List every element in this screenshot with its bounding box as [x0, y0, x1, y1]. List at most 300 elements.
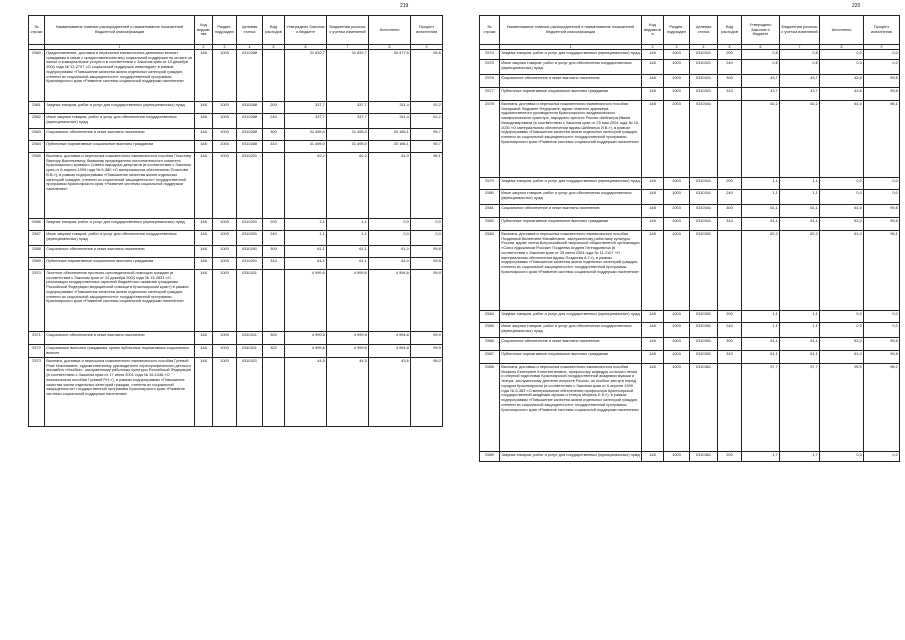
executed-amount: 0,0	[820, 178, 864, 190]
col-index: 4	[237, 45, 263, 50]
target-article: 0310351	[690, 323, 718, 338]
target-article: 0310288	[237, 50, 263, 102]
col-header: Утверждено Законом о бюджете	[742, 16, 780, 45]
expense-type	[263, 153, 285, 219]
expense-type: 240	[718, 190, 742, 205]
executed-amount: 0,0	[820, 50, 864, 60]
expense-type: 320	[263, 345, 285, 358]
row-number: 2589	[480, 452, 500, 462]
table-row	[480, 75, 900, 88]
row-number: 2585	[480, 323, 500, 338]
col-header: Бюджетная роспись с учетом изменений	[327, 16, 369, 45]
approved-amount: 97,7	[742, 364, 780, 452]
executed-amount: 311,4	[369, 114, 411, 129]
revised-amount: 61,1	[327, 258, 369, 270]
target-article: 0310321	[690, 88, 718, 101]
col-index: 8	[369, 45, 411, 50]
row-number: 2562	[29, 114, 45, 129]
execution-percent: 99,8	[864, 351, 900, 364]
row-description: Социальное обеспечение и иные выплаты населению	[45, 129, 195, 141]
expense-type: 300	[263, 332, 285, 345]
table-row	[29, 270, 443, 332]
target-article: 0310311	[237, 345, 263, 358]
row-description: Публичные нормативные социальные выплаты гражданам	[45, 141, 195, 153]
approved-amount: 61,1	[285, 246, 327, 258]
execution-percent: 0,0	[864, 190, 900, 205]
row-description: Закупка товаров, работ и услуг для государственных (муниципальных) нужд	[500, 452, 642, 462]
revised-amount: 0,8	[780, 60, 820, 75]
executed-amount: 0,0	[820, 60, 864, 75]
executed-amount: 0,0	[820, 323, 864, 338]
row-description: Выплата, доставка и пересылка пожизненного ежемесячного пособия Захаровой Людмиле Федоровне, вдове главного дирижера, художественного руководителя Красноярского академического симфонического оркестра, народного артиста России Шейнкера Ивана Вольдемаровича (в соответствии с Законом края от 25 мая 2004 года № 10-2030 «О материальном обеспечении вдовы Шейнкера И.В.»), в рамках подпрограммы «Повышение качества жизни отдельных категорий граждан, степени их социальной защищенности» государственной программы Красноярского края «Развитие системы социальной поддержки населения»	[500, 101, 642, 178]
row-number: 2565	[29, 153, 45, 219]
executed-amount: 61,0	[369, 246, 411, 258]
ministry-code: 148	[642, 75, 664, 88]
expense-type: 310	[718, 88, 742, 101]
row-description: Выплата, доставка и пересылка пожизненного ежемесячного пособия Пластову Виктору Васильевичу, бывшему председателю исполнительного комитета Красноярского краевого Совета народных депутатов (в соответствии с Законом края от 6 апреля 1999 года № 6-380 «О материальном обеспечении Пластова В.В.»), в рамках подпрограммы «Повышение качества жизни отдельных категорий граждан, степени их социальной защищенности» государственной программы Красноярского края «Развитие системы социальной поддержки населения»	[45, 153, 195, 219]
section-code: 1003	[664, 190, 690, 205]
ministry-code: 148	[195, 270, 213, 332]
row-number: 2584	[480, 311, 500, 323]
section-code: 1003	[664, 323, 690, 338]
target-article: 0310291	[237, 231, 263, 246]
execution-percent: 99,8	[411, 246, 443, 258]
revised-amount: 61,1	[780, 205, 820, 218]
revised-amount: 4 999,6	[327, 345, 369, 358]
ministry-code: 148	[642, 364, 664, 452]
page-number: 219	[400, 3, 409, 9]
target-article: 0310341	[690, 205, 718, 218]
row-number: 2560	[29, 50, 45, 102]
col-header: Вид расходов	[718, 16, 742, 45]
target-article: 0310341	[690, 190, 718, 205]
expense-type	[718, 231, 742, 311]
budget-table	[28, 15, 443, 427]
target-article: 0310288	[237, 114, 263, 129]
ministry-code: 148	[642, 50, 664, 60]
target-article: 0310288	[237, 102, 263, 114]
executed-amount: 61,0	[369, 258, 411, 270]
execution-percent: 92,2	[411, 102, 443, 114]
revised-amount: 1,1	[780, 178, 820, 190]
row-description: Иные закупки товаров, работ и услуг для обеспечения государственных (муниципальных) нужд	[500, 323, 642, 338]
row-description: Публичные нормативные социальные выплаты гражданам	[500, 218, 642, 231]
revised-amount: 1,7	[780, 452, 820, 462]
approved-amount: 4 999,6	[285, 345, 327, 358]
ministry-code: 148	[642, 231, 664, 311]
expense-type: 310	[718, 218, 742, 231]
approved-amount: 337,7	[285, 102, 327, 114]
expense-type: 300	[263, 129, 285, 141]
section-code: 1003	[664, 218, 690, 231]
row-description: Закупка товаров, работ и услуг для государственных (муниципальных) нужд	[45, 219, 195, 231]
table-row	[29, 141, 443, 153]
revised-amount: 43,7	[780, 75, 820, 88]
ministry-code: 148	[642, 338, 664, 351]
section-code: 1003	[664, 231, 690, 311]
row-number: 2566	[29, 219, 45, 231]
table-row	[29, 102, 443, 114]
expense-type: 200	[718, 178, 742, 190]
section-code: 1003	[664, 60, 690, 75]
expense-type: 200	[718, 452, 742, 462]
expense-type: 310	[263, 141, 285, 153]
row-description: Социальное обеспечение и иные выплаты населению	[500, 205, 642, 218]
approved-amount: 31 832,7	[285, 50, 327, 102]
section-code: 1003	[213, 358, 237, 427]
revised-amount: 337,7	[327, 102, 369, 114]
ministry-code: 148	[642, 351, 664, 364]
row-number: 2561	[29, 102, 45, 114]
row-number: 2581	[480, 205, 500, 218]
executed-amount: 30 166,1	[369, 129, 411, 141]
target-article: 0310311	[237, 270, 263, 332]
execution-percent: 95,7	[411, 141, 443, 153]
row-number: 2582	[480, 218, 500, 231]
execution-percent: 92,2	[411, 114, 443, 129]
ministry-code: 148	[642, 190, 664, 205]
approved-amount: 1,1	[742, 323, 780, 338]
section-code: 1003	[213, 114, 237, 129]
row-description: Социальные выплаты гражданам, кроме публичных нормативных социальных выплат	[45, 345, 195, 358]
ministry-code: 148	[195, 258, 213, 270]
col-header: Наименование главных распорядителей и наименование показателей бюджетной классификации	[500, 16, 642, 45]
page-number: 220	[852, 3, 861, 9]
expense-type: 240	[263, 231, 285, 246]
row-description: Социальное обеспечение и иные выплаты населению	[500, 75, 642, 88]
table-row	[29, 345, 443, 358]
target-article: 0310321	[690, 60, 718, 75]
table-row	[29, 153, 443, 219]
table-row	[29, 129, 443, 141]
target-article: 0310351	[690, 338, 718, 351]
target-article: 0310321	[690, 75, 718, 88]
row-description: Выплата, доставка и пересылка пожизненного ежемесячного пособия Мофель Екатерине Константиновне, профессору кафедры сольного пения и оперной подготовки Красноярской государственной академии музыки и театра, заслуженному деятелю искусств России, за особые заслуги перед городом Красноярском (в соответствии с Законом края от 6 апреля 1999 года № 6-383 «О материальном обеспечении профессора Красноярской государственной академии музыки и театра Мофель Е.К.»), в рамках подпрограммы «Повышение качества жизни отдельных категорий граждан, степени их социальной защищенности» государственной программы Красноярского края «Развитие системы социальной поддержки населения»	[500, 364, 642, 452]
approved-amount: 0,8	[742, 50, 780, 60]
executed-amount: 61,0	[820, 231, 864, 311]
table-row	[29, 246, 443, 258]
target-article: 0310351	[690, 231, 718, 311]
revised-amount: 62,2	[780, 231, 820, 311]
col-index: 5	[718, 45, 742, 50]
approved-amount: 62,2	[742, 101, 780, 178]
approved-amount: 31 495,0	[285, 141, 327, 153]
col-header: Процент исполнения	[411, 16, 443, 45]
section-code: 1003	[213, 270, 237, 332]
col-header: Целевая статья	[237, 16, 263, 45]
expense-type: 200	[718, 50, 742, 60]
section-code: 1003	[213, 345, 237, 358]
approved-amount: 1,1	[742, 190, 780, 205]
table-row	[480, 88, 900, 101]
executed-amount: 4 994,8	[369, 270, 411, 332]
execution-percent: 99,8	[864, 75, 900, 88]
table-row	[29, 50, 443, 102]
revised-amount: 4 999,6	[327, 270, 369, 332]
target-article: 0310321	[237, 358, 263, 427]
target-article: 0310341	[690, 218, 718, 231]
approved-amount: 337,7	[285, 114, 327, 129]
execution-percent: 98,1	[411, 153, 443, 219]
target-article: 0310288	[237, 129, 263, 141]
approved-amount: 62,2	[285, 153, 327, 219]
expense-type	[263, 358, 285, 427]
execution-percent: 99,8	[864, 218, 900, 231]
row-description: Закупка товаров, работ и услуг для государственных (муниципальных) нужд	[500, 178, 642, 190]
col-header: Целевая статья	[690, 16, 718, 45]
row-number: 2578	[480, 101, 500, 178]
revised-amount: 31 495,0	[327, 141, 369, 153]
execution-percent: 95,7	[411, 129, 443, 141]
section-code: 1003	[664, 88, 690, 101]
executed-amount: 0,0	[369, 219, 411, 231]
row-description: Публичные нормативные социальные выплаты гражданам	[500, 351, 642, 364]
target-article: 0310351	[690, 351, 718, 364]
revised-amount: 43,7	[780, 88, 820, 101]
executed-amount: 61,0	[820, 351, 864, 364]
row-number: 2586	[480, 338, 500, 351]
section-code: 1003	[664, 205, 690, 218]
section-code: 1003	[664, 311, 690, 323]
col-index: 7	[327, 45, 369, 50]
approved-amount: 31 495,0	[285, 129, 327, 141]
target-article: 0310291	[237, 258, 263, 270]
ministry-code: 148	[642, 323, 664, 338]
table-row	[29, 258, 443, 270]
row-description: Закупка товаров, работ и услуг для государственных (муниципальных) нужд	[45, 102, 195, 114]
col-index: 1	[500, 45, 642, 50]
expense-type: 200	[718, 311, 742, 323]
execution-percent: 98,1	[864, 101, 900, 178]
revised-amount: 1,1	[780, 311, 820, 323]
table-row	[480, 311, 900, 323]
approved-amount: 61,1	[742, 205, 780, 218]
ministry-code: 148	[195, 358, 213, 427]
expense-type: 300	[263, 246, 285, 258]
target-article: 0310341	[690, 101, 718, 178]
execution-percent: 99,9	[411, 270, 443, 332]
row-number: 2564	[29, 141, 45, 153]
revised-amount: 44,5	[327, 358, 369, 427]
approved-amount: 61,1	[742, 351, 780, 364]
expense-type: 240	[718, 323, 742, 338]
executed-amount: 30 477,5	[369, 50, 411, 102]
target-article: 0310291	[237, 246, 263, 258]
ministry-code: 148	[642, 205, 664, 218]
left-page	[0, 0, 446, 640]
ministry-code: 148	[195, 153, 213, 219]
executed-amount: 61,0	[820, 218, 864, 231]
table-row	[480, 218, 900, 231]
table-row	[29, 358, 443, 427]
table-row	[29, 231, 443, 246]
target-article: 0310311	[237, 332, 263, 345]
target-article: 0310361	[690, 364, 718, 452]
table-row	[480, 190, 900, 205]
executed-amount: 4 994,8	[369, 345, 411, 358]
row-number: 2575	[480, 60, 500, 75]
executed-amount: 61,0	[369, 153, 411, 219]
expense-type	[718, 101, 742, 178]
table-row	[480, 101, 900, 178]
executed-amount: 43,6	[820, 75, 864, 88]
executed-amount: 30 166,1	[369, 141, 411, 153]
ministry-code: 148	[195, 219, 213, 231]
revised-amount: 31 495,0	[327, 129, 369, 141]
col-index: 5	[263, 45, 285, 50]
execution-percent: 98,2	[864, 364, 900, 452]
execution-percent: 0,0	[864, 452, 900, 462]
section-code: 1003	[213, 258, 237, 270]
row-description: Публичные нормативные социальные выплаты гражданам	[45, 258, 195, 270]
execution-percent: 99,8	[411, 258, 443, 270]
row-number: 2577	[480, 88, 500, 101]
approved-amount: 1,7	[742, 452, 780, 462]
table-row	[480, 364, 900, 452]
col-header: Раздел-подраздел	[664, 16, 690, 45]
execution-percent: 0,0	[411, 231, 443, 246]
row-description: Льготное обеспечение протезно-ортопедической помощью граждан (в соответствии с Законом края от 24 декабря 2004 года № 13-2831 «О реализации государственных гарантий бюджетного оказания гражданам Российской Федерации медицинской помощи в Красноярском крае») в рамках подпрограммы «Повышение качества жизни отдельных категорий граждан, степени их социальной защищенности» государственной программы Красноярского края «Развитие системы социальной поддержки населения»	[45, 270, 195, 332]
col-header: Утверждено Законом о бюджете	[285, 16, 327, 45]
col-header: Исполнено	[820, 16, 864, 45]
col-index: 8	[820, 45, 864, 50]
table-row	[29, 219, 443, 231]
table-row	[480, 452, 900, 462]
row-description: Социальное обеспечение и иные выплаты населению	[500, 338, 642, 351]
section-code: 1003	[664, 50, 690, 60]
section-code: 1003	[213, 332, 237, 345]
approved-amount: 0,8	[742, 60, 780, 75]
section-code: 1003	[664, 351, 690, 364]
ministry-code: 148	[642, 101, 664, 178]
row-description: Закупка товаров, работ и услуг для государственных (муниципальных) нужд	[500, 50, 642, 60]
executed-amount: 0,0	[820, 311, 864, 323]
section-code: 1003	[213, 231, 237, 246]
revised-amount: 97,7	[780, 364, 820, 452]
revised-amount: 31 832,7	[327, 50, 369, 102]
ministry-code: 148	[642, 178, 664, 190]
row-description: Иные закупки товаров, работ и услуг для обеспечения государственных (муниципальных) нужд	[500, 190, 642, 205]
revised-amount: 4 999,6	[327, 332, 369, 345]
execution-percent: 99,8	[864, 205, 900, 218]
approved-amount: 44,5	[285, 358, 327, 427]
table-row	[480, 338, 900, 351]
approved-amount: 61,1	[742, 218, 780, 231]
revised-amount: 61,1	[780, 338, 820, 351]
row-number: 2588	[480, 364, 500, 452]
section-code: 1003	[664, 338, 690, 351]
col-index: 9	[411, 45, 443, 50]
executed-amount: 4 994,8	[369, 332, 411, 345]
approved-amount: 43,7	[742, 88, 780, 101]
executed-amount: 0,0	[369, 231, 411, 246]
revised-amount: 1,1	[327, 231, 369, 246]
approved-amount: 4 999,6	[285, 270, 327, 332]
execution-percent: 0,0	[864, 311, 900, 323]
ministry-code: 148	[195, 345, 213, 358]
approved-amount: 1,1	[742, 178, 780, 190]
col-header: Исполнено	[369, 16, 411, 45]
row-number: 2580	[480, 190, 500, 205]
ministry-code: 148	[195, 246, 213, 258]
ministry-code: 148	[195, 114, 213, 129]
right-page	[459, 0, 905, 640]
row-description: Социальное обеспечение и иные выплаты населению	[45, 332, 195, 345]
section-code: 1003	[213, 141, 237, 153]
row-number: 2567	[29, 231, 45, 246]
table-body	[480, 50, 900, 462]
col-index: 2	[642, 45, 664, 50]
execution-percent: 99,9	[411, 345, 443, 358]
target-article: 0310341	[690, 178, 718, 190]
execution-percent: 99,9	[411, 332, 443, 345]
ministry-code: 148	[195, 332, 213, 345]
budget-table	[479, 15, 900, 462]
section-code: 1003	[664, 101, 690, 178]
expense-type: 300	[718, 75, 742, 88]
ministry-code: 148	[642, 60, 664, 75]
revised-amount: 1,1	[780, 323, 820, 338]
executed-amount: 311,4	[369, 102, 411, 114]
execution-percent: 0,0	[864, 323, 900, 338]
revised-amount: 62,2	[780, 101, 820, 178]
row-number: 2568	[29, 246, 45, 258]
executed-amount: 43,6	[369, 358, 411, 427]
table-row	[480, 178, 900, 190]
row-number: 2569	[29, 258, 45, 270]
row-number: 2572	[29, 345, 45, 358]
row-description: Иные закупки товаров, работ и услуг для обеспечения государственных (муниципальных) нужд	[500, 60, 642, 75]
expense-type: 300	[718, 205, 742, 218]
row-number: 2587	[480, 351, 500, 364]
executed-amount: 61,0	[820, 338, 864, 351]
table-row	[480, 60, 900, 75]
section-code: 1003	[664, 178, 690, 190]
row-description: Публичные нормативные социальные выплаты гражданам	[500, 88, 642, 101]
header-row	[480, 16, 900, 45]
col-index: 6	[285, 45, 327, 50]
table-row	[29, 332, 443, 345]
table-row	[480, 323, 900, 338]
row-number: 2573	[29, 358, 45, 427]
col-header: Бюджетная роспись с учетом изменений	[780, 16, 820, 45]
target-article: 0310288	[237, 141, 263, 153]
expense-type: 240	[263, 114, 285, 129]
ministry-code: 148	[642, 88, 664, 101]
table-body	[29, 50, 443, 427]
ministry-code: 148	[642, 218, 664, 231]
revised-amount: 61,1	[780, 351, 820, 364]
col-index: 3	[664, 45, 690, 50]
execution-percent: 99,8	[864, 338, 900, 351]
section-code: 1003	[664, 75, 690, 88]
ministry-code: 148	[195, 231, 213, 246]
row-description: Иные закупки товаров, работ и услуг для обеспечения государственных (муниципальных) нужд	[45, 114, 195, 129]
table-row	[480, 351, 900, 364]
section-code: 1003	[213, 129, 237, 141]
row-description: Выплата, доставка и пересылка пожизненного ежемесячного пособия Поздеевой Валентине Михайловне, заслуженному работнику культуры России, вдове члена Всероссийской творческой общественной организации «Союз художников России» Поздеева Андрея Геннадьевича (в соответствии с Законом края от 25 июня 2004 года № 11-2107 «О материальном обеспечении вдовы Поздеева А.Г.»), в рамках подпрограммы «Повышение качества жизни отдельных категорий граждан, степени их социальной защищенности» государственной программы Красноярского края «Развитие системы социальной поддержки населения»	[500, 231, 642, 311]
section-code: 1003	[213, 219, 237, 231]
approved-amount: 1,1	[285, 219, 327, 231]
row-description: Закупка товаров, работ и услуг для государственных (муниципальных) нужд	[500, 311, 642, 323]
table-row	[29, 114, 443, 129]
expense-type	[718, 364, 742, 452]
target-article: 0310351	[690, 311, 718, 323]
expense-type: 310	[263, 258, 285, 270]
col-index: 9	[864, 45, 900, 50]
expense-type	[263, 270, 285, 332]
col-header: Код ведомства	[195, 16, 213, 45]
